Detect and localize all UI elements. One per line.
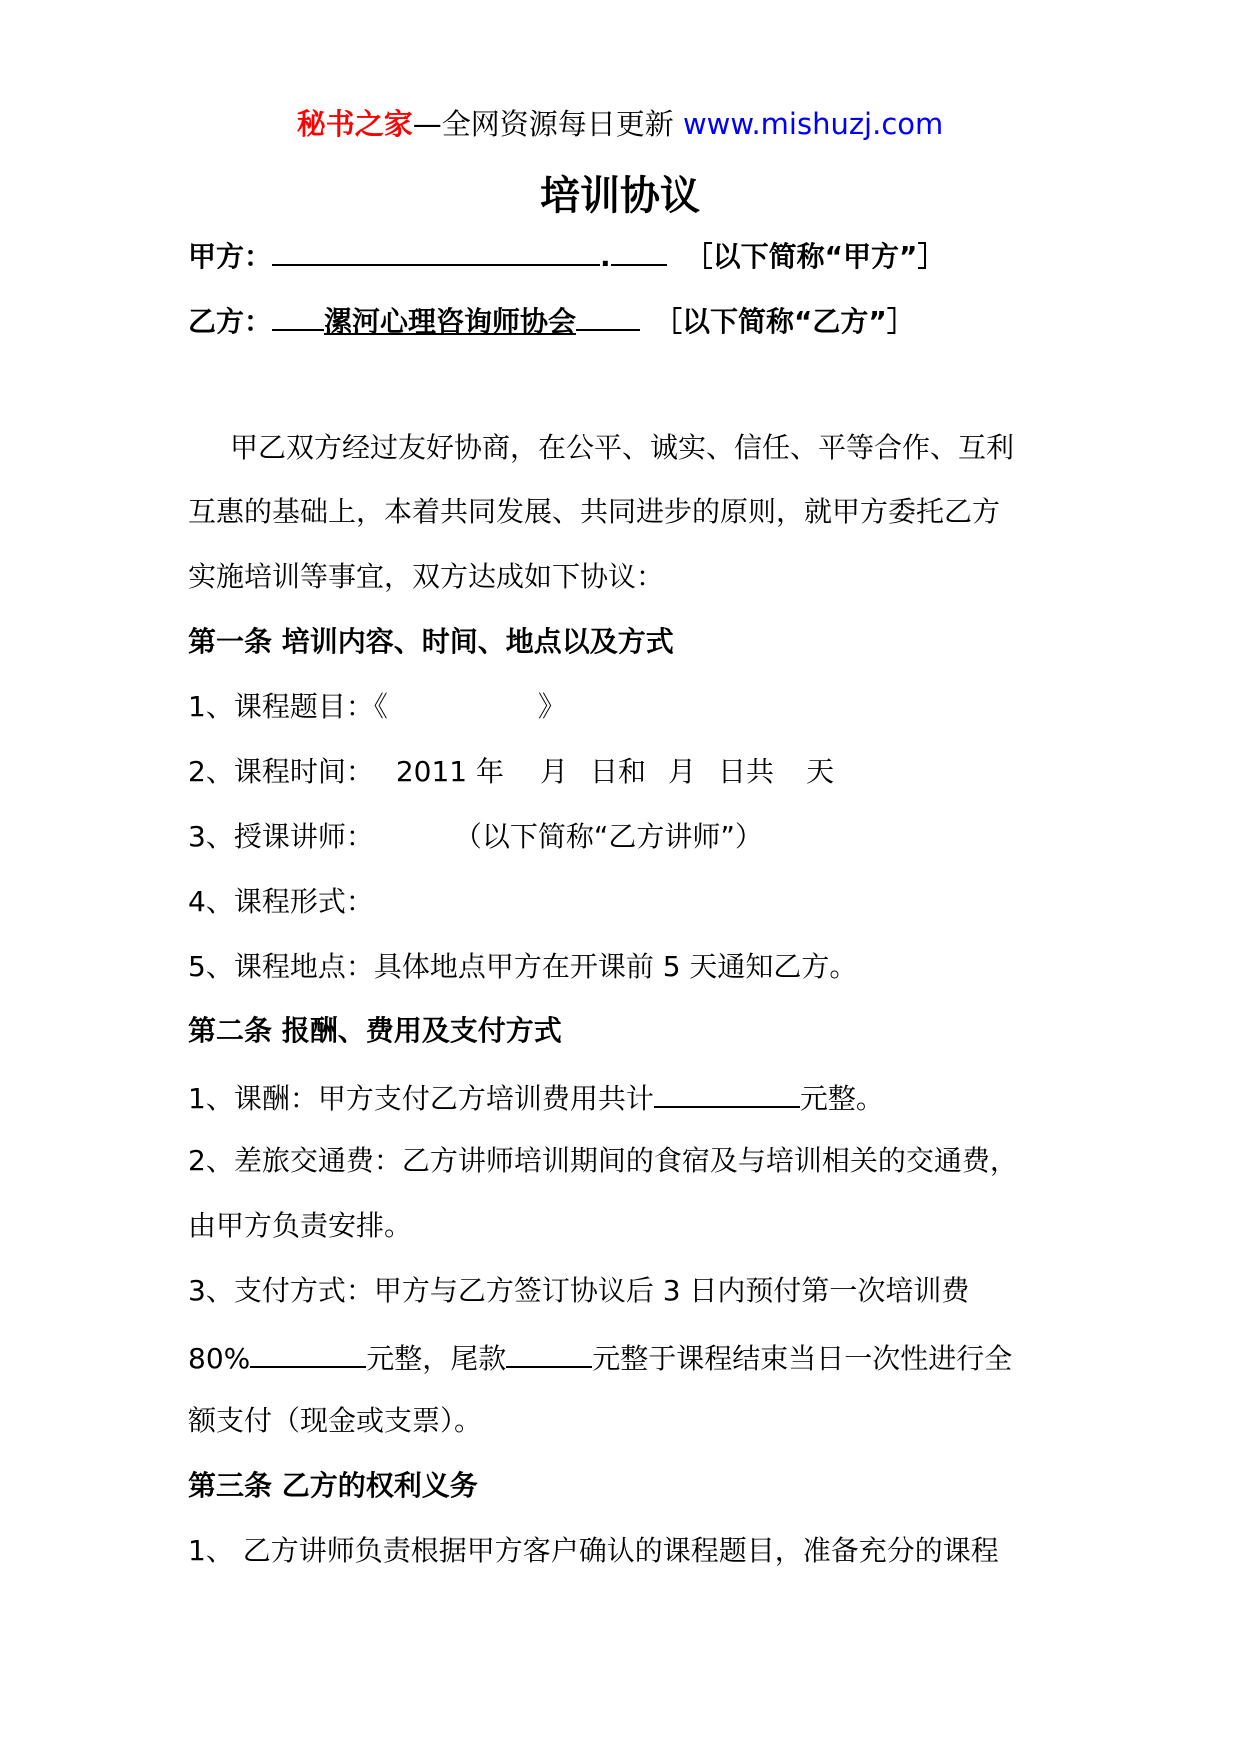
party-b-label: 乙方： — [188, 305, 273, 338]
party-a-suffix: ［以下简称“甲方”］ — [684, 240, 946, 273]
brand-name: 秘书之家 — [296, 107, 413, 141]
lecturer-label: 3、授课讲师： — [188, 820, 374, 853]
article-1-item-1 — [188, 687, 566, 727]
article-1-heading: 第一条 培训内容、时间、地点以及方式 — [188, 625, 674, 658]
prepay-percent: 80% — [188, 1342, 251, 1375]
course-day-and: 日和 — [590, 755, 647, 788]
banner-tagline: —全网资源每日更新 — [412, 107, 683, 141]
article-2-heading: 第二条 报酬、费用及支付方式 — [188, 1014, 562, 1047]
prepay-blank — [250, 1336, 366, 1368]
course-title-label: 1、课程题目：《 — [188, 690, 388, 723]
course-day-total: 日共 — [718, 755, 775, 788]
course-year: 2011 年 — [395, 755, 504, 788]
party-b-line — [188, 299, 915, 342]
intro-line-3: 实施培训等事宜，双方达成如下协议： — [188, 560, 665, 593]
course-month-2: 月 — [668, 755, 697, 788]
balance-suffix: 元整于课程结束当日一次性进行全 — [592, 1342, 1013, 1375]
article-1-item-5: 5、课程地点：具体地点甲方在开课前 5 天通知乙方。 — [188, 950, 858, 983]
course-days: 天 — [806, 755, 835, 788]
article-2-item-3-line-3: 额支付（现金或支票）。 — [188, 1404, 483, 1437]
party-a-dot: . — [600, 240, 611, 273]
article-1-item-2 — [188, 752, 834, 792]
intro-line-1: 甲乙双方经过友好协商，在公平、诚实、信任、平等合作、互利 — [230, 431, 1015, 464]
course-month-1: 月 — [540, 755, 569, 788]
fee-blank — [654, 1076, 800, 1108]
article-2-item-3-line-2 — [188, 1336, 1012, 1379]
course-time-label: 2、课程时间： — [188, 755, 374, 788]
document-title: 培训协议 — [540, 173, 700, 219]
article-2-item-3-line-1: 3、支付方式：甲方与乙方签订协议后 3 日内预付第一次培训费 — [188, 1274, 970, 1307]
lecturer-note: （以下简称“乙方讲师”） — [453, 820, 763, 853]
party-b-name: 漯河心理咨询师协会 — [324, 305, 577, 338]
intro-line-2: 互惠的基础上，本着共同发展、共同进步的原则，就甲方委托乙方 — [188, 495, 1001, 528]
article-1-item-3 — [188, 817, 763, 857]
article-3-item-1: 1、 乙方讲师负责根据甲方客户确认的课程题目，准备充分的课程 — [188, 1534, 999, 1567]
site-banner — [0, 104, 1240, 144]
party-b-suffix: ［以下简称“乙方”］ — [654, 305, 915, 338]
article-2-item-1 — [188, 1076, 884, 1119]
article-3-heading: 第三条 乙方的权利义务 — [188, 1469, 478, 1502]
balance-label: 元整，尾款 — [366, 1342, 507, 1375]
party-a-blank — [272, 234, 600, 266]
party-b-blank-right — [576, 299, 640, 331]
course-title-close: 》 — [537, 690, 566, 723]
article-2-item-2-line-1: 2、差旅交通费：乙方讲师培训期间的食宿及与培训相关的交通费， — [188, 1144, 1018, 1177]
site-url-link[interactable]: www.mishuzj.com — [682, 107, 944, 141]
article-2-item-2-line-2: 由甲方负责安排。 — [188, 1209, 413, 1242]
party-a-line — [188, 234, 945, 277]
balance-blank — [506, 1336, 592, 1368]
fee-label: 1、课酬：甲方支付乙方培训费用共计 — [188, 1082, 654, 1115]
article-1-item-4: 4、课程形式： — [188, 885, 374, 918]
party-a-blank-2 — [611, 234, 667, 266]
party-b-blank-left — [272, 299, 324, 331]
party-a-label: 甲方： — [188, 240, 273, 273]
fee-suffix: 元整。 — [799, 1082, 884, 1115]
